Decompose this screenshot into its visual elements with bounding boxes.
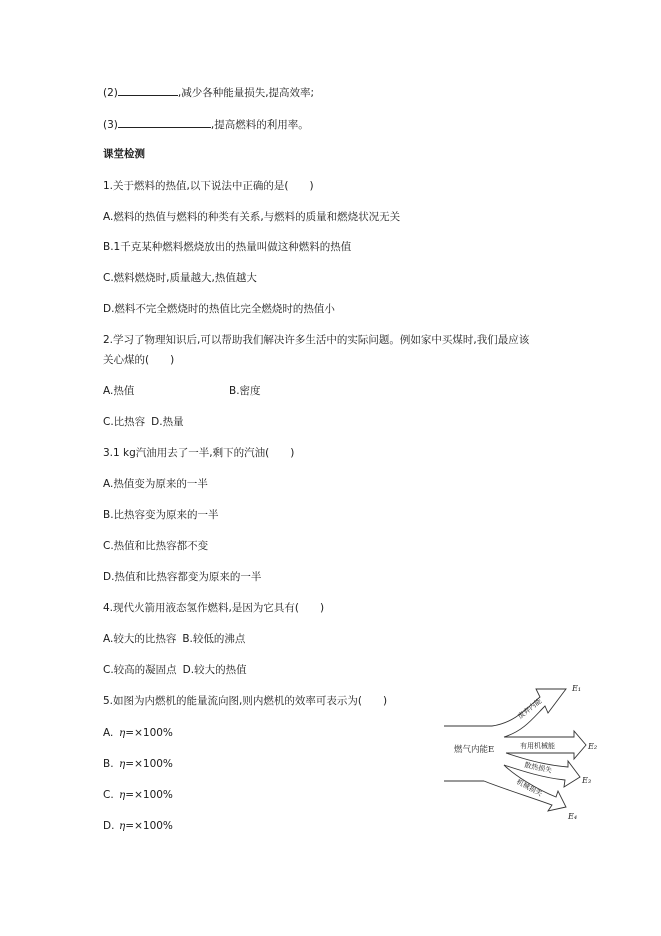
q4-option-c: C.较高的凝固点 xyxy=(103,664,177,676)
q4-options-cd xyxy=(103,663,247,677)
q5-option-d xyxy=(103,819,173,833)
diagram-e4-label: E₄ xyxy=(568,812,578,821)
intro-item-2-text: ,减少各种能量损失,提高效率; xyxy=(177,87,315,99)
intro-item-3-label: (3) xyxy=(103,119,118,131)
q1-stem: 1.关于燃料的热值,以下说法中正确的是( ) xyxy=(103,180,314,192)
eta-symbol: η xyxy=(119,727,126,739)
q2-stem-line-2: 关心煤的( ) xyxy=(103,354,175,366)
intro-item-3 xyxy=(103,116,309,132)
q3-option-c: C.热值和比热容都不变 xyxy=(103,540,209,552)
q2-option-a: A.热值 xyxy=(103,385,135,397)
q1-option-d: D.燃料不完全燃烧时的热值比完全燃烧时的热值小 xyxy=(103,303,335,315)
option-letter: D. xyxy=(103,820,115,832)
diagram-e1-label: E₁ xyxy=(572,684,582,693)
intro-item-2-label: (2) xyxy=(103,87,118,99)
energy-flow-diagram xyxy=(444,679,604,824)
eta-symbol: η xyxy=(119,820,126,832)
efficiency-formula: =×100% xyxy=(125,789,173,801)
eta-symbol: η xyxy=(119,758,126,770)
q4-stem: 4.现代火箭用液态氢作燃料,是因为它具有( ) xyxy=(103,602,325,614)
intro-item-3-text: ,提高燃料的利用率。 xyxy=(210,119,309,131)
option-letter: B. xyxy=(103,758,114,770)
q4-option-a: A.较大的比热容 xyxy=(103,633,177,645)
q4-options-ab xyxy=(103,632,245,646)
diagram-e2-label: E₂ xyxy=(588,742,598,751)
efficiency-formula: =×100% xyxy=(125,727,173,739)
q3-option-b: B.比热容变为原来的一半 xyxy=(103,509,219,521)
q5-option-a xyxy=(103,726,173,740)
answer-blank[interactable] xyxy=(118,116,211,128)
intro-item-2 xyxy=(103,84,314,100)
diagram-branch-4-label: 机械损失 xyxy=(515,777,544,798)
diagram-branch-3-label: 散热损失 xyxy=(523,761,553,775)
diagram-source-label: 燃气内能E xyxy=(454,745,495,755)
diagram-e3-label: E₃ xyxy=(582,776,592,785)
answer-blank[interactable] xyxy=(118,84,178,96)
q3-stem: 3.1 kg汽油用去了一半,剩下的汽油( ) xyxy=(103,447,295,459)
q5-stem: 5.如图为内燃机的能量流向图,则内燃机的效率可表示为( ) xyxy=(103,695,388,707)
q1-option-c: C.燃料燃烧时,质量越大,热值越大 xyxy=(103,272,257,284)
q2-options-ab xyxy=(103,384,261,398)
efficiency-formula: =×100% xyxy=(125,758,173,770)
section-title: 课堂检测 xyxy=(103,148,145,160)
q3-option-d: D.热值和比热容都变为原来的一半 xyxy=(103,571,262,583)
q1-option-b: B.1千克某种燃料燃烧放出的热量叫做这种燃料的热值 xyxy=(103,241,352,253)
q4-option-d: D.较大的热值 xyxy=(182,664,247,676)
q5-option-c xyxy=(103,788,173,802)
diagram-branch-2-label: 有用机械能 xyxy=(520,742,555,750)
option-letter: C. xyxy=(103,789,114,801)
q2-stem-line-1: 2.学习了物理知识后,可以帮助我们解决许多生活中的实际问题。例如家中买煤时,我们最应该 xyxy=(103,334,530,346)
q2-option-c: C.比热容 xyxy=(103,416,146,428)
q4-option-b: B.较低的沸点 xyxy=(182,633,246,645)
q5-option-b xyxy=(103,757,173,771)
efficiency-formula: =×100% xyxy=(125,820,173,832)
q3-option-a: A.热值变为原来的一半 xyxy=(103,478,208,490)
eta-symbol: η xyxy=(119,789,126,801)
q1-option-a: A.燃料的热值与燃料的种类有关系,与燃料的质量和燃烧状况无关 xyxy=(103,211,401,223)
option-letter: A. xyxy=(103,727,114,739)
diagram-branch-1-label: 废弃内能 xyxy=(516,697,544,721)
q2-option-d: D.热量 xyxy=(151,416,184,428)
q2-options-cd xyxy=(103,415,184,429)
q2-option-b: B.密度 xyxy=(229,385,261,397)
